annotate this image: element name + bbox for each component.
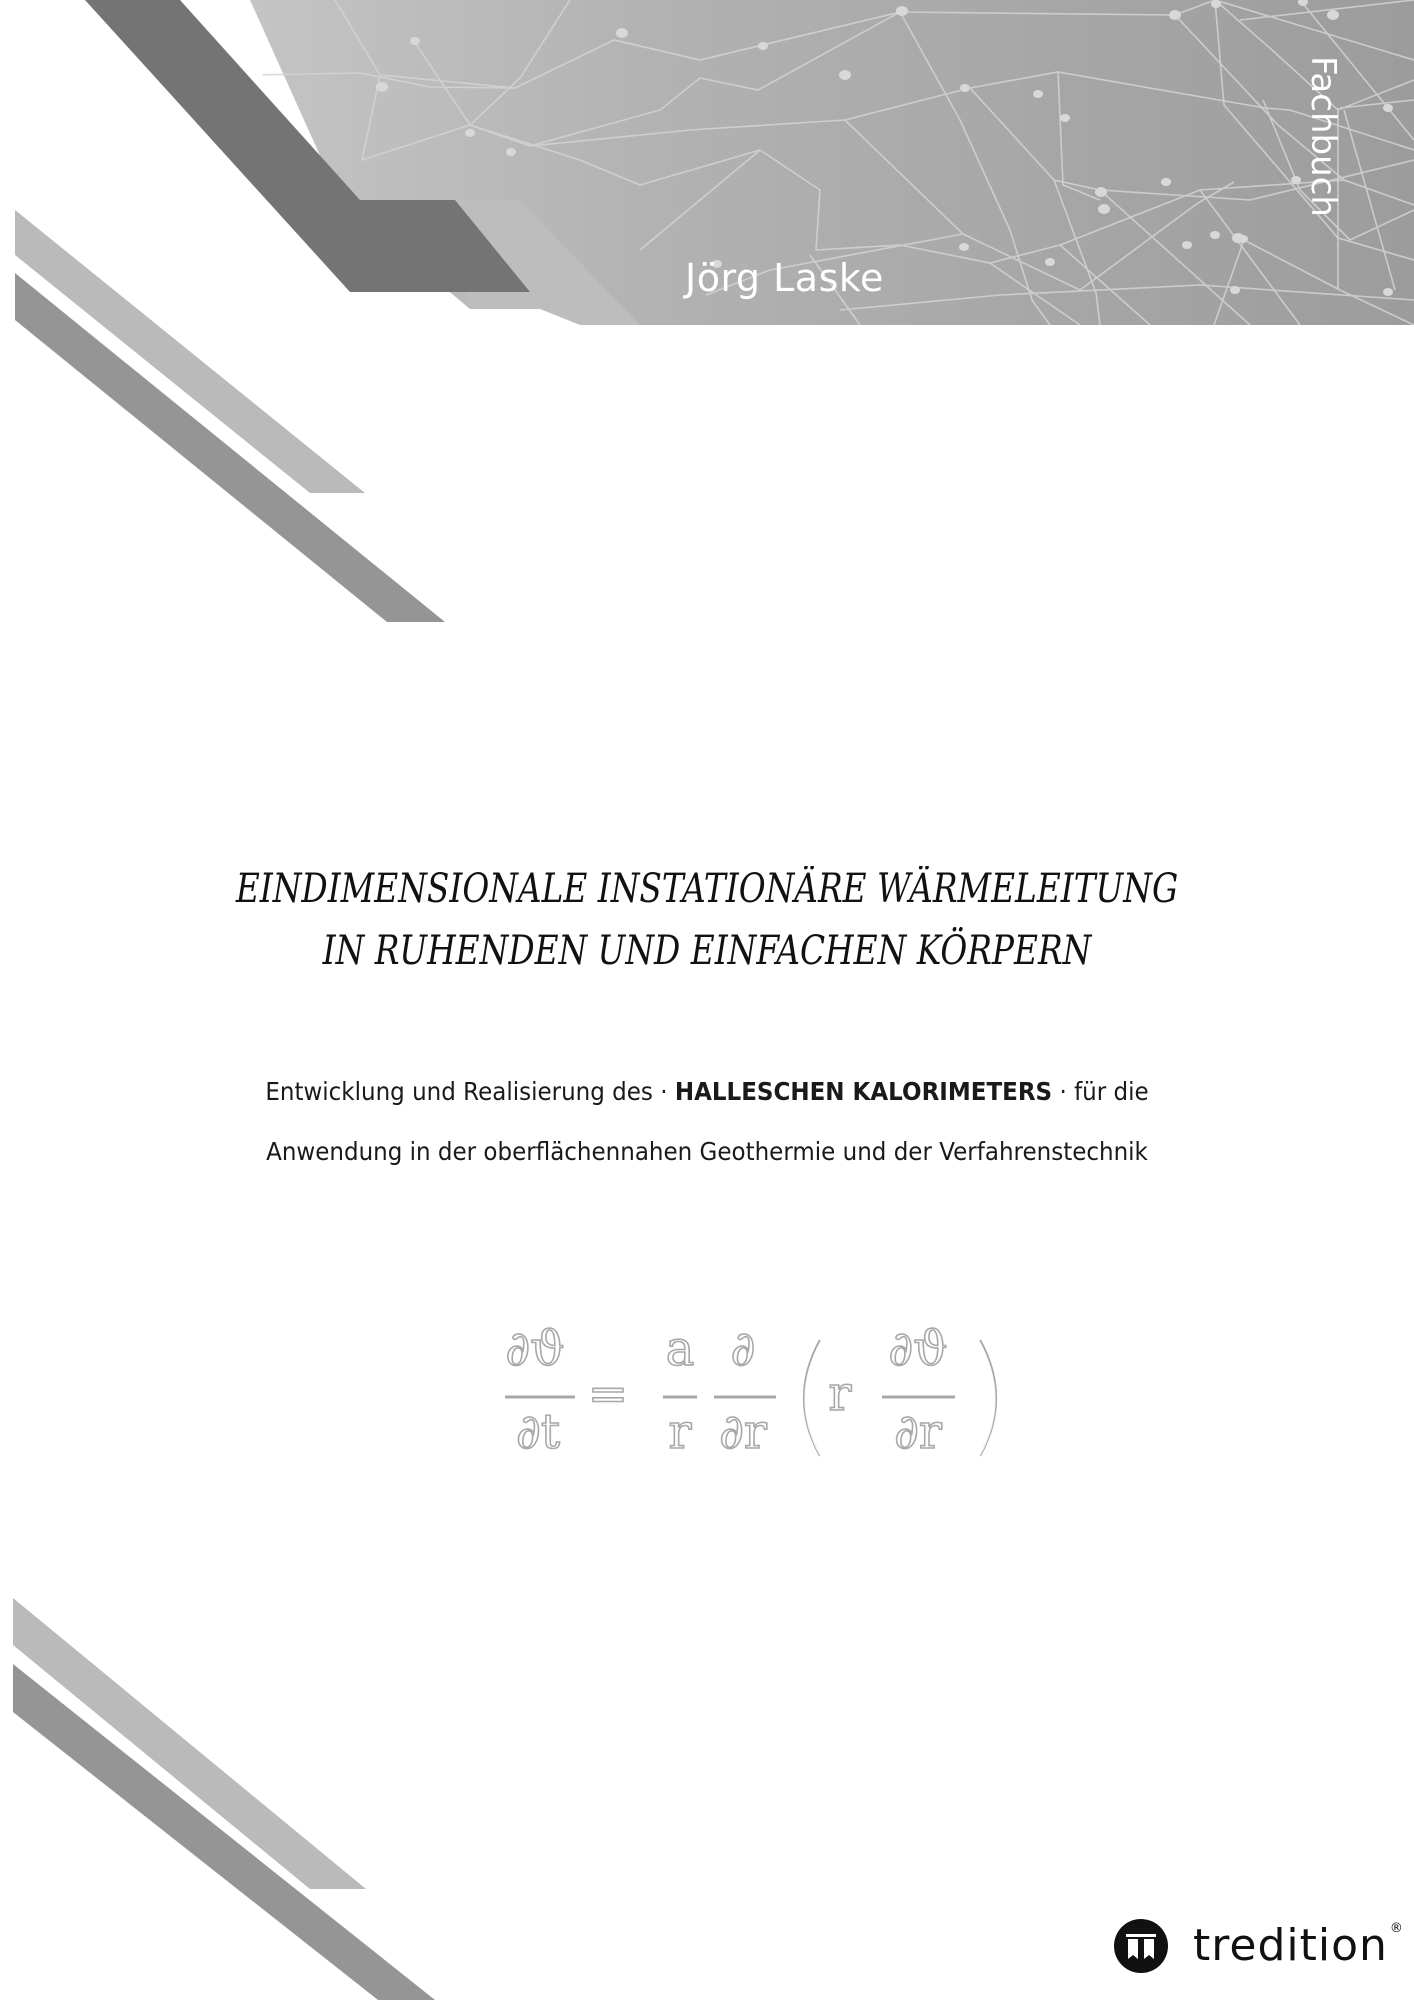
registered-mark: ® [1389,1921,1404,1936]
title-line-1: EINDIMENSIONALE INSTATIONÄRE WÄRMELEITUNG [235,866,1179,912]
subtitle-line-1-suffix: · für die [1052,1077,1149,1106]
inner-numerator: ∂ϑ [888,1321,948,1377]
subtitle-emphasis: HALLESCHEN KALORIMETERS [674,1077,1053,1106]
lower-stripe-dark [13,1664,435,2000]
coef-denominator: r [668,1404,692,1460]
subtitle-line-1-prefix: Entwicklung und Realisierung des · [265,1077,675,1106]
operator-denominator: ∂r [719,1404,767,1460]
heat-equation [480,1310,1020,1480]
lhs-denominator: ∂t [515,1404,561,1460]
subtitle-line-2: Anwendung in der oberflächennahen Geothermie und der Verfahrenstechnik [266,1137,1148,1166]
author-name: Jörg Laske [685,256,884,300]
inner-factor: r [828,1366,852,1422]
operator-numerator: ∂ [730,1321,756,1377]
publisher-name-text: tredition [1193,1920,1388,1971]
coef-numerator: a [665,1321,695,1377]
inner-denominator: ∂r [894,1404,942,1460]
tredition-logo-icon [1113,1918,1169,1974]
publisher-name [1193,1920,1404,1971]
equals-sign: = [587,1366,629,1422]
lhs-numerator: ∂ϑ [505,1321,565,1377]
publisher-logo [1113,1916,1404,1976]
title-line-2: IN RUHENDEN UND EINFACHEN KÖRPERN [322,928,1092,974]
category-label: Fachbuch [1303,56,1343,217]
lower-left-stripes [0,0,500,2000]
